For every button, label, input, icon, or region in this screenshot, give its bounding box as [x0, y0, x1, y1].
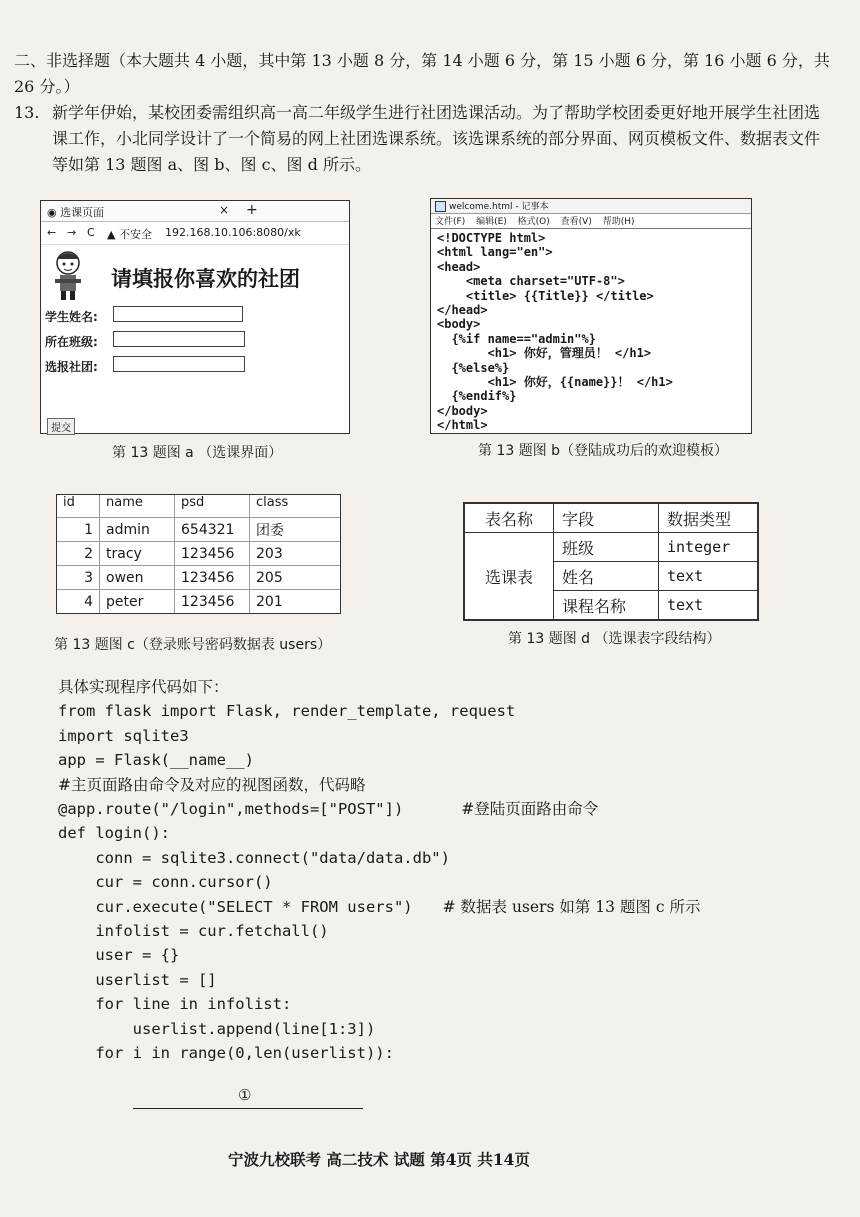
question-13	[14, 100, 834, 178]
cell: 班级	[554, 533, 659, 562]
page-title: 请填报你喜欢的社团	[111, 267, 300, 291]
code-intro: 具体实现程序代码如下：	[58, 678, 229, 696]
figure-b-caption: 第 13 题图 b（登陆成功后的欢迎模板）	[478, 443, 729, 459]
code-line: #主页面路由命令及对应的视图函数，代码略	[58, 775, 366, 794]
menu-format[interactable]: 格式(O)	[517, 217, 550, 227]
back-icon[interactable]: ←	[47, 226, 57, 239]
cell: text	[659, 562, 758, 591]
figure-a-caption: 第 13 题图 a （选课界面）	[112, 445, 283, 461]
new-tab-icon[interactable]: +	[246, 202, 258, 218]
code-line: cur.execute("SELECT * FROM users")	[58, 897, 413, 916]
code-line: infolist = cur.fetchall()	[58, 922, 329, 941]
cell: 203	[250, 542, 341, 566]
code-line: @app.route("/login",methods=["POST"])	[58, 800, 404, 819]
window-title: welcome.html - 记事本	[449, 202, 549, 212]
code-line-execute	[58, 895, 700, 919]
cell: 团委	[250, 518, 341, 542]
field-label: 选报社团:	[45, 360, 98, 374]
table-row	[57, 566, 340, 590]
notepad-title-bar	[431, 199, 751, 214]
cell: 1	[57, 518, 100, 542]
col-header: 表名称	[465, 504, 554, 533]
figure-d-fields-table	[463, 502, 759, 621]
table-row	[57, 542, 340, 566]
section-heading: 二、非选择题（本大题共 4 小题，其中第 13 小题 8 分，第 14 小题 6 分，第 15 小题 6 分，第 16 小题 6 分，共 26 分。）	[14, 51, 830, 96]
table-row	[57, 590, 340, 614]
cell: 201	[250, 590, 341, 614]
field-label: 所在班级:	[45, 335, 98, 349]
cell: 205	[250, 566, 341, 590]
close-icon[interactable]: ×	[219, 203, 230, 217]
col-header: psd	[175, 495, 250, 518]
tab-title: 选课页面	[60, 206, 105, 219]
col-header: id	[57, 495, 100, 518]
cell: admin	[100, 518, 175, 542]
security-indicator[interactable]: ▲ 不安全	[107, 228, 152, 241]
question-number: 13.	[14, 103, 40, 122]
cell: 123456	[175, 542, 250, 566]
code-line: def login():	[58, 824, 170, 843]
form-row-club	[41, 353, 349, 378]
col-header: name	[100, 495, 175, 518]
code-line: userlist.append(line[1:3])	[58, 1019, 376, 1038]
menu-view[interactable]: 查看(V)	[560, 217, 592, 227]
figure-d-caption: 第 13 题图 d （选课表字段结构）	[508, 631, 721, 647]
figure-b-notepad	[430, 198, 752, 434]
code-line: from flask import Flask, render_template, request	[58, 702, 516, 721]
menu-help[interactable]: 帮助(H)	[602, 217, 635, 227]
url-text[interactable]: 192.168.10.106:8080/xk	[165, 226, 301, 239]
cell: integer	[659, 533, 758, 562]
cell: 姓名	[554, 562, 659, 591]
figure-c-users-table	[56, 494, 341, 614]
class-input[interactable]	[113, 331, 245, 347]
address-bar	[41, 222, 349, 245]
code-line: app = Flask(__name__)	[58, 751, 254, 770]
cell: 课程名称	[554, 591, 659, 620]
reload-icon[interactable]: C	[87, 226, 95, 239]
forward-icon[interactable]: →	[67, 226, 77, 239]
menu-bar	[431, 214, 751, 229]
cell: 3	[57, 566, 100, 590]
form-row-name	[41, 303, 349, 328]
code-line: for line in infolist:	[58, 995, 292, 1014]
answer-blank[interactable]	[133, 1108, 363, 1109]
cell: text	[659, 591, 758, 620]
submit-button[interactable]: 提交	[47, 418, 75, 435]
col-header: class	[256, 495, 289, 510]
club-input[interactable]	[113, 356, 245, 372]
cell: 4	[57, 590, 100, 614]
code-line: for i in range(0,len(userlist)):	[58, 1044, 394, 1063]
blank-label: ①	[238, 1086, 252, 1104]
code-line: user = {}	[58, 946, 180, 965]
code-line: conn = sqlite3.connect("data/data.db")	[58, 848, 450, 867]
browser-tab[interactable]: ◉ 选课页面	[47, 206, 105, 219]
field-label: 学生姓名:	[45, 310, 98, 324]
browser-tab-bar	[41, 201, 349, 222]
cell: owen	[100, 566, 175, 590]
code-listing	[58, 675, 700, 1066]
col-header: 数据类型	[659, 504, 758, 533]
mascot-icon	[51, 249, 85, 301]
code-line: userlist = []	[58, 970, 217, 989]
menu-edit[interactable]: 编辑(E)	[476, 217, 507, 227]
code-comment: # 数据表 users 如第 13 题图 c 所示	[442, 897, 701, 916]
table-header-row	[57, 495, 340, 518]
template-code[interactable]: <!DOCTYPE html> <html lang="en"> <head> <meta charset="UTF-8"> <title> {{Title}} </title> </head> <body> {%if name=="admin"%} <h1> 你好，管理员！ </h1> {%else%} <h1> 你好，{{name}}！ </h1> {%endif%} </body> </html>	[437, 231, 673, 433]
cell: 654321	[175, 518, 250, 542]
figure-a-browser	[40, 200, 350, 434]
table-row	[465, 533, 758, 562]
cell: peter	[100, 590, 175, 614]
table-name-cell: 选课表	[465, 533, 554, 620]
question-text: 新学年伊始，某校团委需组织高一高二年级学生进行社团选课活动。为了帮助学校团委更好地开展学生社团选课工作，小北同学设计了一个简易的网上社团选课系统。该选课系统的部分界面、网页模板文件、数据表文件等如第 13 题图 a、图 b、图 c、图 d 所示。	[52, 103, 821, 174]
cell: tracy	[100, 542, 175, 566]
table-header-row	[465, 504, 758, 533]
code-comment: #登陆页面路由命令	[461, 800, 599, 819]
table-row	[57, 518, 340, 542]
cell: 123456	[175, 590, 250, 614]
code-line: import sqlite3	[58, 726, 189, 745]
page-footer: 宁波九校联考 高二技术 试题 第4页 共14页	[228, 1150, 530, 1169]
cell: 2	[57, 542, 100, 566]
figure-c-caption: 第 13 题图 c（登录账号密码数据表 users）	[54, 637, 332, 653]
notepad-icon	[435, 201, 446, 212]
col-header: 字段	[554, 504, 659, 533]
form-row-class	[41, 328, 349, 353]
code-line-route	[58, 797, 700, 821]
menu-file[interactable]: 文件(F)	[435, 217, 466, 227]
student-name-input[interactable]	[113, 306, 243, 322]
code-line: cur = conn.cursor()	[58, 873, 273, 892]
cell: 123456	[175, 566, 250, 590]
